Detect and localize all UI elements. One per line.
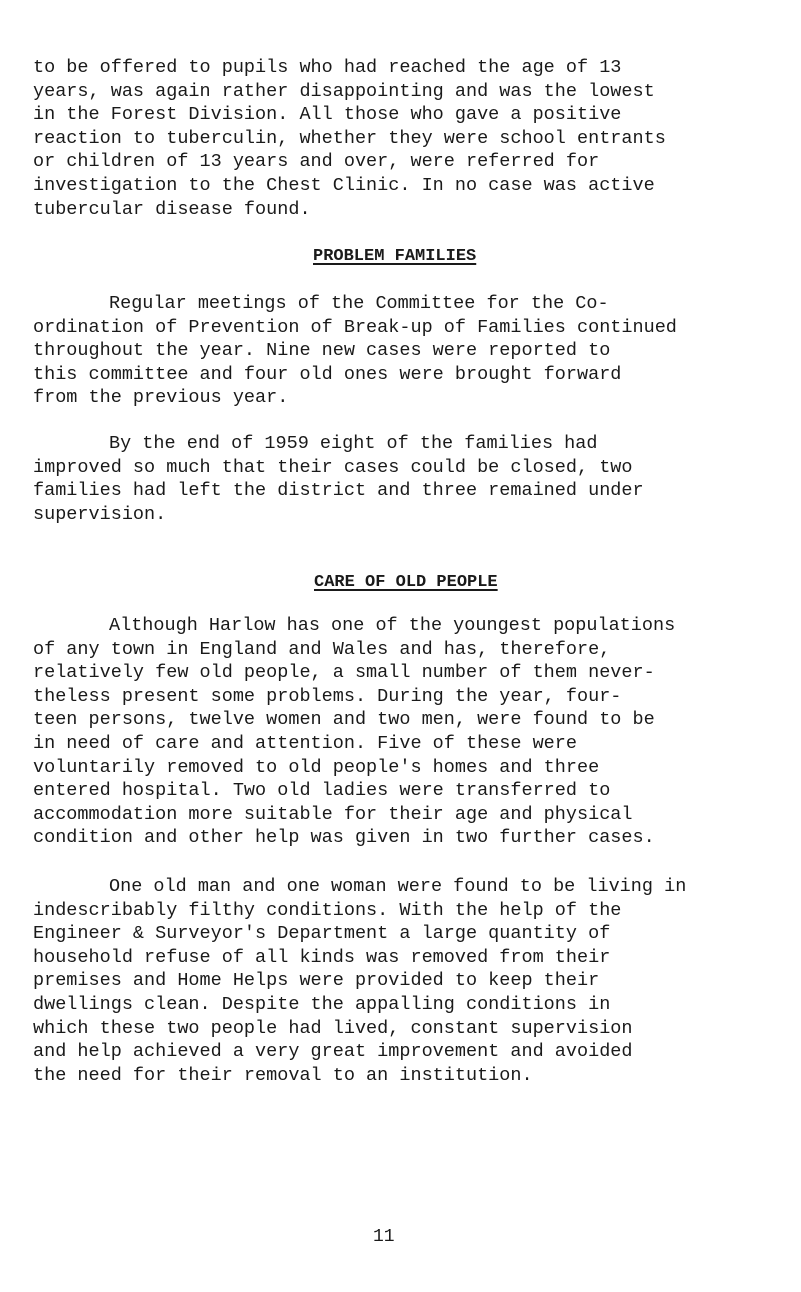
problem-families-heading: PROBLEM FAMILIES bbox=[313, 247, 477, 266]
text-line: from the previous year. bbox=[33, 387, 289, 409]
text-line: One old man and one woman were found to be living in bbox=[109, 876, 687, 897]
problem-families-paragraph-2 bbox=[33, 432, 783, 526]
care-old-people-heading: CARE OF OLD PEOPLE bbox=[314, 573, 498, 592]
text-line: investigation to the Chest Clinic. In no case was active bbox=[33, 174, 655, 196]
text-line: teen persons, twelve women and two men, were found to be bbox=[33, 709, 655, 731]
text-line: Engineer & Surveyor's Department a large quantity of bbox=[33, 923, 611, 945]
text-line: dwellings clean. Despite the appalling conditions in bbox=[33, 993, 611, 1015]
text-line: in the Forest Division. All those who gave a positive bbox=[33, 104, 622, 126]
text-line: ordination of Prevention of Break-up of Families continued bbox=[33, 316, 677, 338]
text-line: families had left the district and three remained under bbox=[33, 480, 644, 502]
text-line: theless present some problems. During the year, four- bbox=[33, 685, 622, 707]
text-line: reaction to tuberculin, whether they were school entrants bbox=[33, 127, 666, 149]
text-line: voluntarily removed to old people's homes and three bbox=[33, 756, 600, 778]
text-line: this committee and four old ones were brought forward bbox=[33, 363, 622, 385]
text-line: in need of care and attention. Five of these were bbox=[33, 732, 577, 754]
care-old-people-paragraph-2 bbox=[33, 875, 783, 1087]
text-line: accommodation more suitable for their age and physical bbox=[33, 803, 633, 825]
text-line: relatively few old people, a small number of them never- bbox=[33, 662, 655, 684]
text-line: of any town in England and Wales and has, therefore, bbox=[33, 638, 611, 660]
text-line: years, was again rather disappointing and was the lowest bbox=[33, 80, 655, 102]
problem-families-paragraph-1 bbox=[33, 292, 783, 410]
text-line: Regular meetings of the Committee for the Co- bbox=[109, 293, 609, 314]
text-line: entered hospital. Two old ladies were transferred to bbox=[33, 780, 611, 802]
text-line: By the end of 1959 eight of the families had bbox=[109, 433, 598, 454]
text-line: supervision. bbox=[33, 503, 167, 525]
text-line: and help achieved a very great improvement and avoided bbox=[33, 1041, 633, 1063]
text-line: Although Harlow has one of the youngest populations bbox=[109, 615, 676, 636]
text-line: premises and Home Helps were provided to keep their bbox=[33, 970, 600, 992]
text-line: which these two people had lived, constant supervision bbox=[33, 1017, 633, 1039]
text-line: improved so much that their cases could be closed, two bbox=[33, 456, 633, 478]
care-old-people-paragraph-1 bbox=[33, 614, 783, 850]
text-line: to be offered to pupils who had reached the age of 13 bbox=[33, 57, 622, 78]
text-line: tubercular disease found. bbox=[33, 198, 311, 220]
text-line: household refuse of all kinds was removed from their bbox=[33, 946, 611, 968]
text-line: throughout the year. Nine new cases were reported to bbox=[33, 340, 611, 362]
intro-paragraph bbox=[33, 56, 783, 221]
text-line: condition and other help was given in two further cases. bbox=[33, 827, 655, 849]
page-number: 11 bbox=[373, 1227, 395, 1247]
text-line: the need for their removal to an institution. bbox=[33, 1064, 533, 1086]
text-line: indescribably filthy conditions. With the help of the bbox=[33, 899, 622, 921]
text-line: or children of 13 years and over, were referred for bbox=[33, 151, 600, 173]
